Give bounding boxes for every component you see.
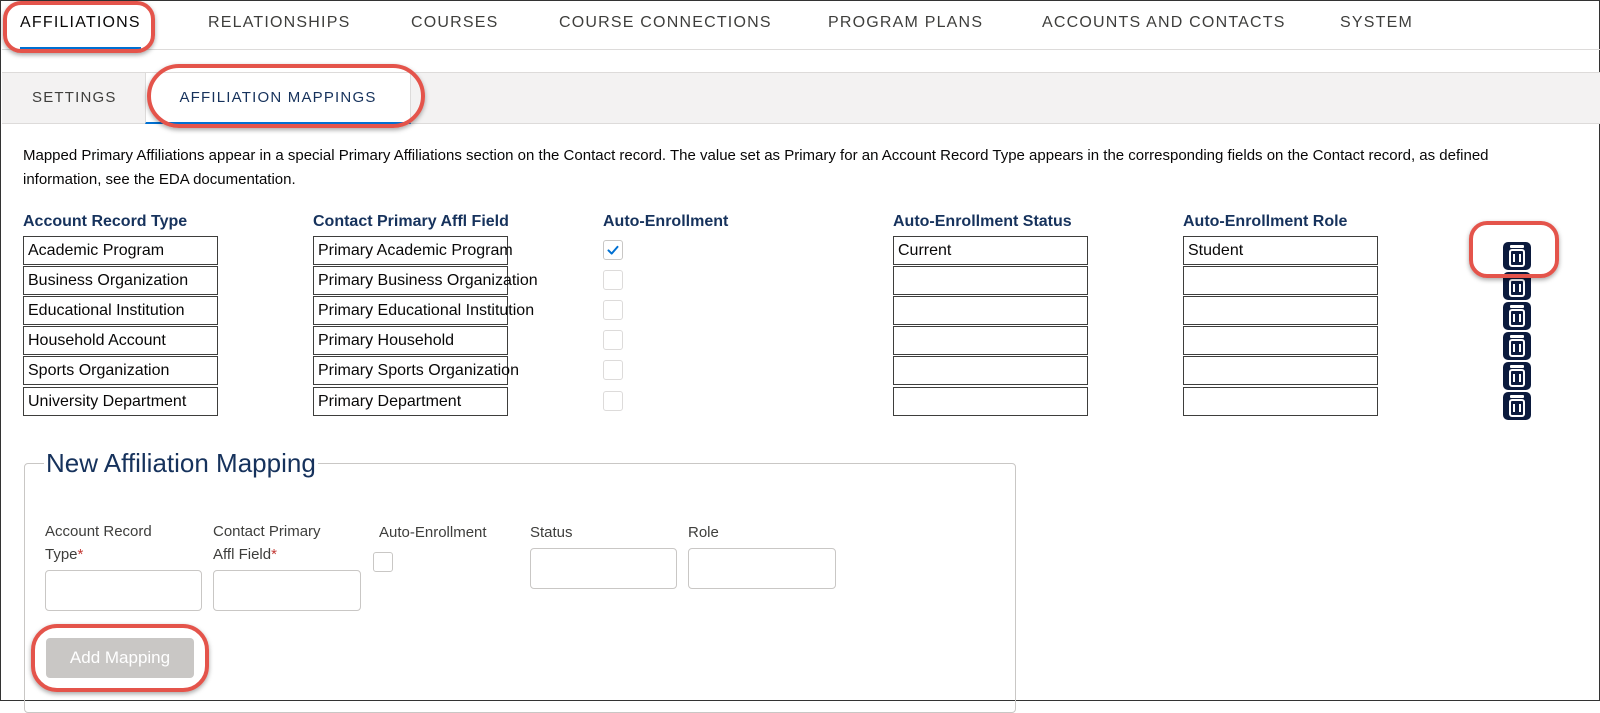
checkmark-icon xyxy=(604,241,622,259)
tab-courses[interactable]: COURSES xyxy=(411,14,499,31)
trash-icon[interactable] xyxy=(1503,332,1531,360)
contact-field-input[interactable]: Primary Business Organization xyxy=(313,266,508,295)
auto-enrollment-checkbox[interactable] xyxy=(603,360,623,380)
account-record-type-input[interactable]: Household Account xyxy=(23,326,218,355)
auto-enrollment-checkbox[interactable] xyxy=(603,391,623,411)
tab-relationships[interactable]: RELATIONSHIPS xyxy=(208,14,351,31)
description-line-1: Mapped Primary Affiliations appear in a special Primary Affiliations section on the Contact record. The value set as Primary for an Account Record Type appears in the corresponding fields on the Contact record, as defined xyxy=(23,147,1489,164)
auto-enrollment-checkbox[interactable] xyxy=(603,270,623,290)
account-record-type-input[interactable]: Business Organization xyxy=(23,266,218,295)
contact-field-input[interactable]: Primary Sports Organization xyxy=(313,356,508,385)
auto-enrollment-role-input[interactable] xyxy=(1183,356,1378,385)
contact-field-input[interactable]: Primary Academic Program xyxy=(313,236,508,265)
account-record-type-label-line-1: Account Record xyxy=(45,523,152,540)
subtab-affiliation-mappings[interactable]: AFFILIATION MAPPINGS xyxy=(145,73,411,124)
role-input[interactable] xyxy=(688,548,836,589)
new-auto-enrollment-checkbox[interactable] xyxy=(373,552,393,572)
auto-enrollment-label: Auto-Enrollment xyxy=(379,524,487,541)
required-marker: * xyxy=(77,546,84,563)
header-auto-enrollment-status: Auto-Enrollment Status xyxy=(893,213,1072,230)
account-record-type-input[interactable]: Educational Institution xyxy=(23,296,218,325)
page-description xyxy=(23,144,1600,192)
auto-enrollment-status-input[interactable] xyxy=(893,387,1088,416)
account-record-type-input[interactable]: Academic Program xyxy=(23,236,218,265)
contact-field-label xyxy=(213,520,321,566)
trash-icon[interactable] xyxy=(1503,242,1531,270)
trash-icon[interactable] xyxy=(1503,272,1531,300)
auto-enrollment-status-input[interactable] xyxy=(893,326,1088,355)
status-label: Status xyxy=(530,524,573,541)
auto-enrollment-checkbox[interactable] xyxy=(603,300,623,320)
auto-enrollment-status-input[interactable]: Current xyxy=(893,236,1088,265)
contact-field-label-line-2: Affl Field xyxy=(213,546,272,563)
tab-affiliations[interactable]: AFFILIATIONS xyxy=(20,0,141,50)
auto-enrollment-role-input[interactable] xyxy=(1183,326,1378,355)
auto-enrollment-role-input[interactable] xyxy=(1183,296,1378,325)
auto-enrollment-checkbox[interactable] xyxy=(603,240,623,260)
header-auto-enrollment-role: Auto-Enrollment Role xyxy=(1183,213,1348,230)
sub-tab-bar xyxy=(2,72,1600,124)
tab-system[interactable]: SYSTEM xyxy=(1340,14,1413,31)
account-record-type-select[interactable] xyxy=(45,570,202,611)
auto-enrollment-role-input[interactable]: Student xyxy=(1183,236,1378,265)
header-contact-primary-affl-field: Contact Primary Affl Field xyxy=(313,213,509,230)
description-line-2: information, see the EDA documentation. xyxy=(23,171,296,188)
account-record-type-input[interactable]: Sports Organization xyxy=(23,356,218,385)
new-mapping-legend: New Affiliation Mapping xyxy=(46,448,316,478)
status-input[interactable] xyxy=(530,548,677,589)
account-record-type-label-line-2: Type xyxy=(45,546,78,563)
contact-field-input[interactable]: Primary Department xyxy=(313,387,508,416)
contact-field-label-line-1: Contact Primary xyxy=(213,523,321,540)
tab-course-connections[interactable]: COURSE CONNECTIONS xyxy=(559,14,772,31)
auto-enrollment-role-input[interactable] xyxy=(1183,387,1378,416)
header-account-record-type: Account Record Type xyxy=(23,213,188,230)
top-tab-bar xyxy=(2,0,1600,50)
auto-enrollment-role-input[interactable] xyxy=(1183,266,1378,295)
tab-program-plans[interactable]: PROGRAM PLANS xyxy=(828,14,984,31)
add-mapping-button[interactable]: Add Mapping xyxy=(46,638,194,678)
contact-primary-affl-field-select[interactable] xyxy=(213,570,361,611)
auto-enrollment-status-input[interactable] xyxy=(893,296,1088,325)
subtab-settings[interactable]: SETTINGS xyxy=(32,89,117,106)
account-record-type-input[interactable]: University Department xyxy=(23,387,218,416)
trash-icon[interactable] xyxy=(1503,362,1531,390)
required-marker: * xyxy=(271,546,277,563)
auto-enrollment-status-input[interactable] xyxy=(893,266,1088,295)
auto-enrollment-status-input[interactable] xyxy=(893,356,1088,385)
trash-icon[interactable] xyxy=(1503,302,1531,330)
tab-accounts-and-contacts[interactable]: ACCOUNTS AND CONTACTS xyxy=(1042,14,1286,31)
trash-icon[interactable] xyxy=(1503,392,1531,420)
account-record-type-label xyxy=(45,520,152,566)
contact-field-input[interactable]: Primary Educational Institution xyxy=(313,296,508,325)
role-label: Role xyxy=(688,524,719,541)
contact-field-input[interactable]: Primary Household xyxy=(313,326,508,355)
auto-enrollment-checkbox[interactable] xyxy=(603,330,623,350)
header-auto-enrollment: Auto-Enrollment xyxy=(603,213,729,230)
